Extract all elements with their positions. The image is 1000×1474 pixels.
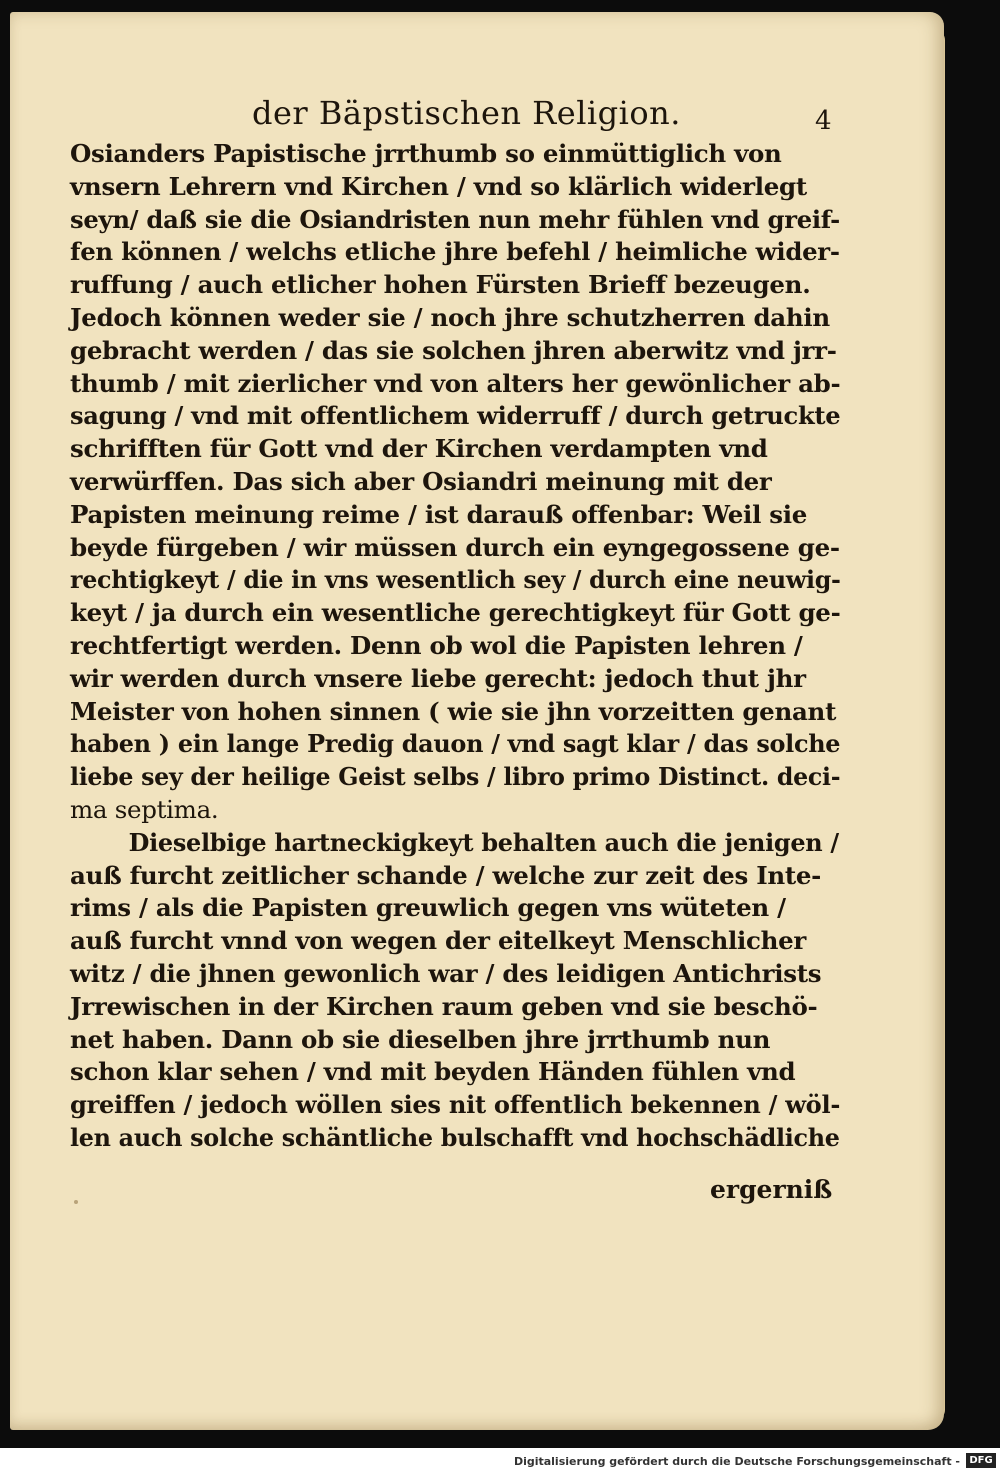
text-line: Meister von hohen sinnen ( wie sie jhn vorzeitten genant xyxy=(70,696,837,726)
text-line: gebracht werden / das sie solchen jhren aberwitz vnd jrr- xyxy=(70,335,837,365)
text-line: rims / als die Papisten greuwlich gegen vns wüteten / xyxy=(70,893,786,923)
text-line: thumb / mit zierlicher vnd von alters her gewönlicher ab- xyxy=(70,368,841,398)
text-line: rechtigkeyt / die in vns wesentlich sey / durch eine neuwig- xyxy=(70,565,841,595)
text-line: net haben. Dann ob sie dieselben jhre jrrthumb nun xyxy=(70,1024,771,1054)
text-line-paragraph-start: Dieselbige hartneckigkeyt behalten auch die jenigen / xyxy=(128,827,839,857)
text-line: verwürffen. Das sich aber Osiandri meinung mit der xyxy=(70,466,772,496)
text-line: ruffung / auch etlicher hohen Fürsten Brieff bezeugen. xyxy=(70,270,811,300)
text-line: seyn/ daß sie die Osiandristen nun mehr fühlen vnd greif- xyxy=(70,204,840,234)
text-line: wir werden durch vnsere liebe gerecht: jedoch thut jhr xyxy=(70,663,806,693)
text-line: greiffen / jedoch wöllen sies nit offentlich bekennen / wöl- xyxy=(70,1090,841,1120)
catchword: ergerniß xyxy=(710,1175,833,1204)
text-line: ma septima. xyxy=(70,794,219,824)
text-line: sagung / vnd mit offentlichem widerruff / durch getruckte xyxy=(70,401,841,431)
running-head: der Bäpstischen Religion. xyxy=(252,94,681,132)
dfg-logo-icon: DFG xyxy=(966,1453,996,1468)
body-text xyxy=(70,138,840,1155)
text-line: Osianders Papistische jrrthumb so einmüttiglich von xyxy=(70,139,782,168)
text-line: auß furcht vnnd von wegen der eitelkeyt Menschlicher xyxy=(70,926,807,956)
text-line: haben ) ein lange Predig dauon / vnd sagt klar / das solche xyxy=(70,729,841,759)
text-line: Jedoch können weder sie / noch jhre schutzherren dahin xyxy=(70,302,830,332)
text-line: beyde fürgeben / wir müssen durch ein eyngegossene ge- xyxy=(70,532,840,562)
footer-credit: Digitalisierung gefördert durch die Deutsche Forschungsgemeinschaft - xyxy=(513,1455,960,1468)
text-line: rechtfertigt werden. Denn ob wol die Papisten lehren / xyxy=(70,630,803,660)
paper-speck xyxy=(74,1200,78,1204)
text-line: liebe sey der heilige Geist selbs / libro primo Distinct. deci- xyxy=(70,762,841,792)
text-line: Papisten meinung reime / ist darauß offenbar: Weil sie xyxy=(70,499,808,529)
text-line: fen können / welchs etliche jhre befehl / heimliche wider- xyxy=(70,237,840,267)
text-line: keyt / ja durch ein wesentliche gerechtigkeyt für Gott ge- xyxy=(70,598,841,628)
page-number: 4 xyxy=(815,106,832,136)
text-line: schon klar sehen / vnd mit beyden Händen fühlen vnd xyxy=(70,1057,796,1087)
text-line: witz / die jhnen gewonlich war / des leidigen Antichrists xyxy=(70,958,822,988)
text-line: vnsern Lehrern vnd Kirchen / vnd so klärlich widerlegt xyxy=(70,171,807,201)
text-line: Jrrewischen in der Kirchen raum geben vnd sie beschö- xyxy=(70,991,818,1021)
footer-bar xyxy=(0,1448,1000,1474)
text-line: auß furcht zeitlicher schande / welche zur zeit des Inte- xyxy=(70,860,822,890)
text-line: schrifften für Gott vnd der Kirchen verdampten vnd xyxy=(70,434,768,464)
text-line: len auch solche schäntliche bulschafft vnd hochschädliche xyxy=(70,1122,840,1152)
